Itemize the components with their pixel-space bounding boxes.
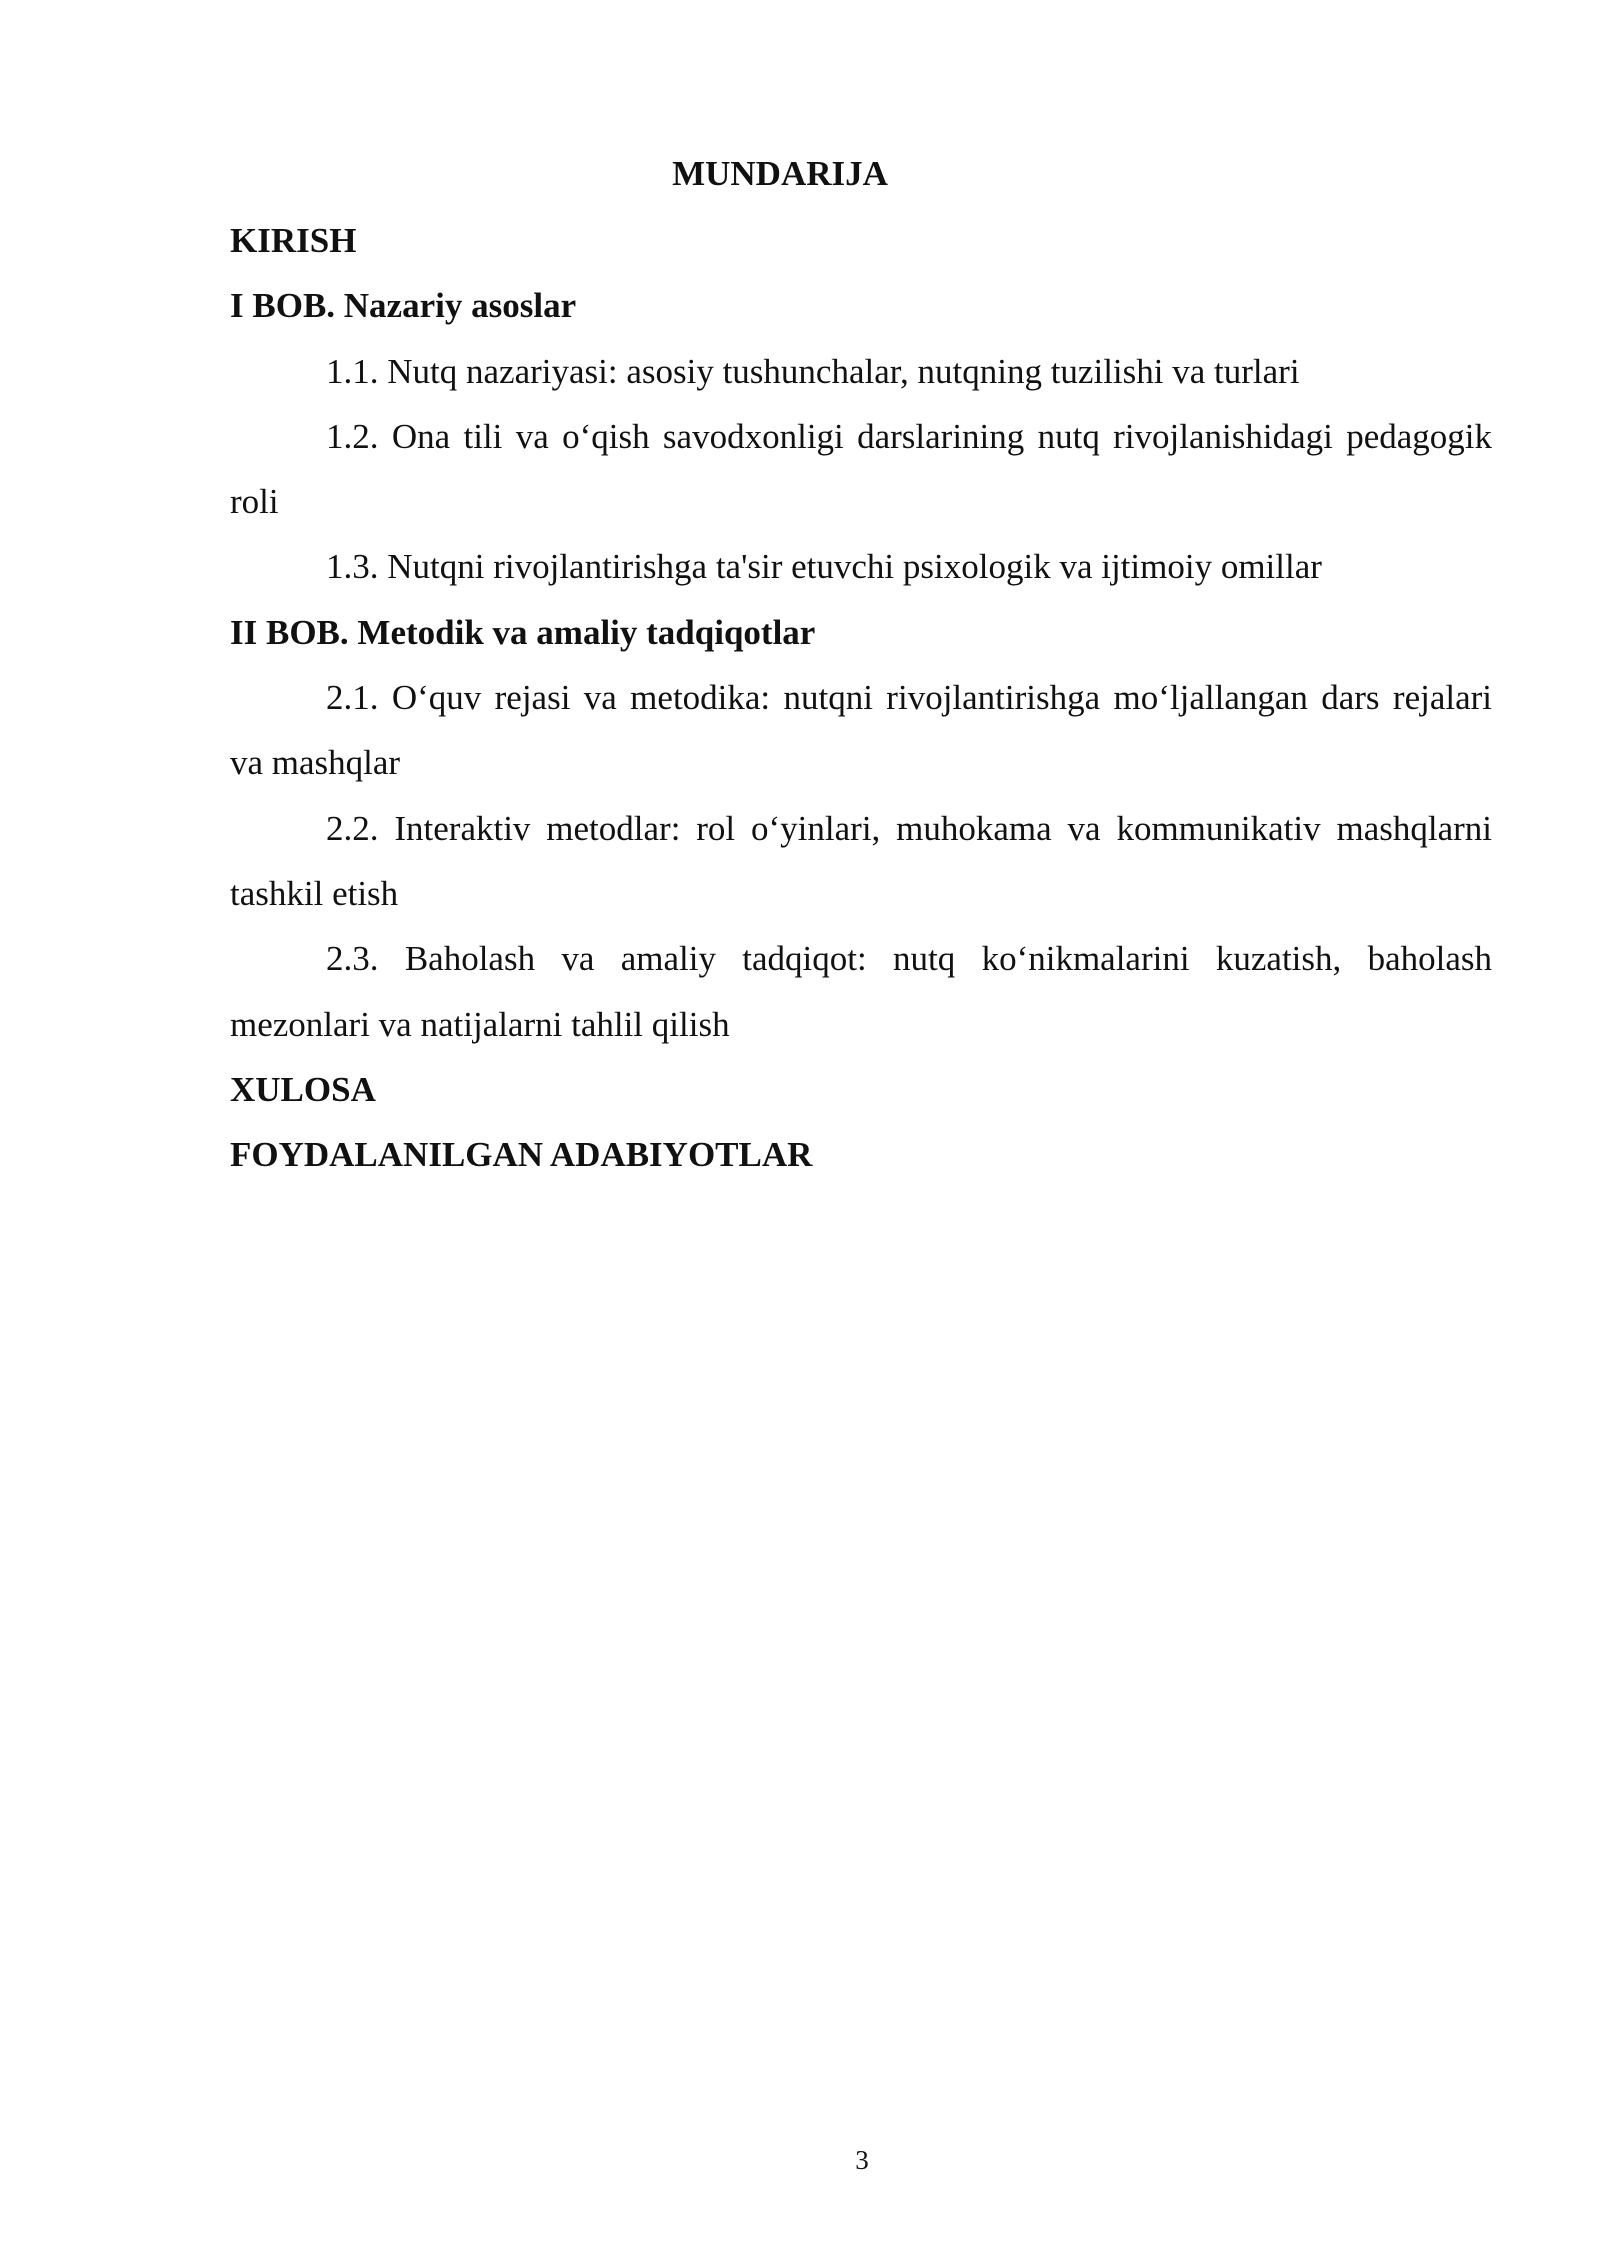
toc-heading-chapter-2: II BOB. Metodik va amaliy tadqiqotlar: [230, 612, 816, 652]
toc-heading-xulosa: XULOSA: [230, 1069, 376, 1109]
toc-item-2-1: 2.1. O‘quv rejasi va metodika: nutqni rivojlantirishga mo‘ljallangan dars rejalari va mashqlar: [230, 678, 1492, 783]
toc-heading-kirish: KIRISH: [230, 221, 357, 260]
toc-item-2-3: 2.3. Baholash va amaliy tadqiqot: nutq ko‘nikmalarini kuzatish, baholash mezonlari va natijalarni tahlil qilish: [230, 939, 1492, 1044]
toc-heading-chapter-1: I BOB. Nazariy asoslar: [230, 286, 577, 326]
toc-item-1-2: 1.2. Ona tili va o‘qish savodxonligi darslarining nutq rivojlanishidagi pedagogik roli: [230, 416, 1492, 522]
page-title: MUNDARIJA: [672, 154, 888, 193]
toc-item-1-3: 1.3. Nutqni rivojlantirishga ta'sir etuvchi psixologik va ijtimoiy omillar: [326, 547, 1322, 587]
page-number: 3: [855, 2145, 869, 2175]
toc-heading-references: FOYDALANILGAN ADABIYOTLAR: [230, 1135, 813, 1175]
toc-item-1-1: 1.1. Nutq nazariyasi: asosiy tushunchalar, nutqning tuzilishi va turlari: [326, 351, 1300, 391]
toc-item-2-2: 2.2. Interaktiv metodlar: rol o‘yinlari, muhokama va kommunikativ mashqlarni tashkil etish: [230, 808, 1492, 913]
table-of-contents: [230, 208, 1492, 1187]
